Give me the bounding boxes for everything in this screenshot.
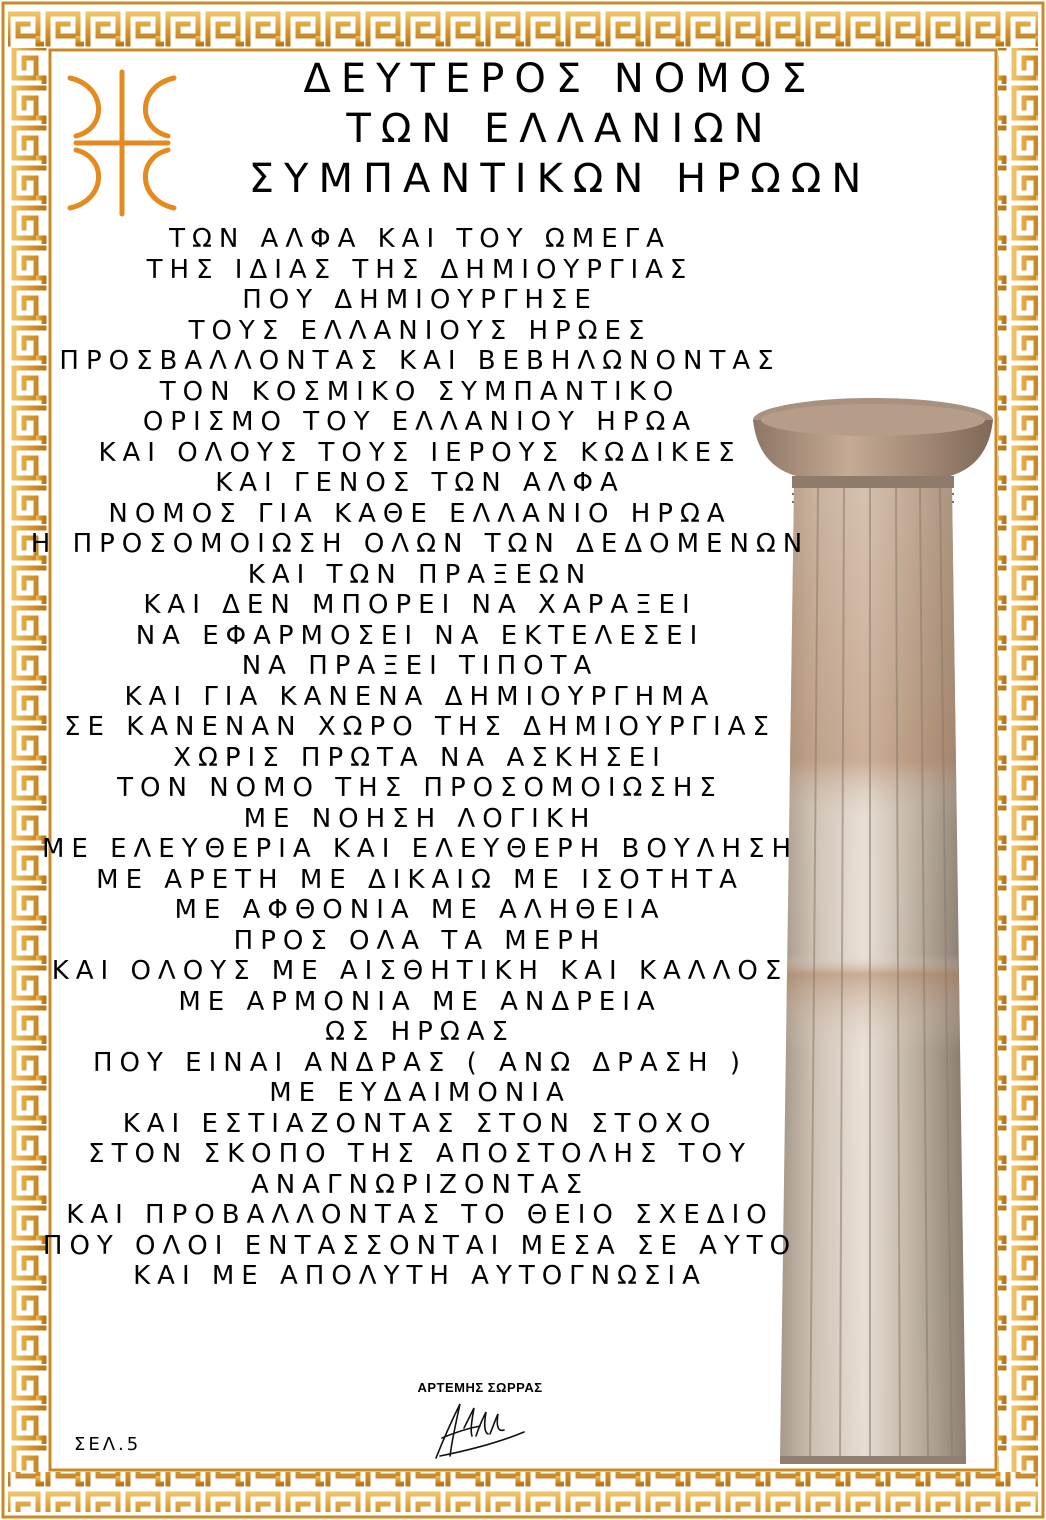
body-line: ΚΑΙ ΤΩΝ ΠΡΑΞΕΩΝ bbox=[247, 559, 593, 590]
body-line: ΩΣ ΗΡΩΑΣ bbox=[325, 1017, 515, 1047]
body-line: ΝΑ ΕΦΑΡΜΟΣΕΙ ΝΑ ΕΚΤΕΛΕΣΕΙ bbox=[135, 620, 705, 651]
body-line: ΚΑΙ ΕΣΤΙΑΖΟΝΤΑΣ ΣΤΟΝ ΣΤΟΧΟ bbox=[122, 1108, 718, 1139]
body-line: ΑΝΑΓΝΩΡΙΖΟΝΤΑΣ bbox=[251, 1169, 589, 1200]
body-line: ΚΑΙ ΟΛΟΥΣ ΜΕ ΑΙΣΘΗΤΙΚΗ ΚΑΙ ΚΑΛΛΟΣ bbox=[51, 956, 789, 986]
body-line: ΜΕ ΕΥΔΑΙΜΟΝΙΑ bbox=[269, 1078, 571, 1108]
title-line: ΤΩΝ ΕΛΛΑΝΙΩΝ bbox=[346, 106, 774, 152]
body-line: ΜΕ ΑΡΜΟΝΙΑ ΜΕ ΑΝΔΡΕΙΑ bbox=[178, 986, 662, 1017]
body-line: ΣΕ ΚΑΝΕΝΑΝ ΧΩΡΟ ΤΗΣ ΔΗΜΙΟΥΡΓΙΑΣ bbox=[64, 712, 776, 742]
body-line: ΠΡΟΣ ΟΛΑ ΤΑ ΜΕΡΗ bbox=[233, 925, 607, 956]
author-name: ΑΡΤΕΜΗΣ ΣΩΡΡΑΣ bbox=[417, 1380, 543, 1395]
body-line: ΤΟΝ ΝΟΜΟ ΤΗΣ ΠΡΟΣΟΜΟΙΩΣΗΣ bbox=[117, 773, 723, 803]
body-line: ΚΑΙ ΓΙΑ ΚΑΝΕΝΑ ΔΗΜΙΟΥΡΓΗΜΑ bbox=[124, 681, 716, 712]
body-line: ΜΕ ΑΡΕΤΗ ΜΕ ΔΙΚΑΙΩ ΜΕ ΙΣΟΤΗΤΑ bbox=[96, 864, 744, 895]
orange-star-emblem-icon bbox=[66, 68, 178, 218]
body-line: ΣΤΟΝ ΣΚΟΠΟ ΤΗΣ ΑΠΟΣΤΟΛΗΣ ΤΟΥ bbox=[88, 1139, 752, 1169]
body-line: ΠΡΟΣΒΑΛΛΟΝΤΑΣ ΚΑΙ ΒΕΒΗΛΩΝΟΝΤΑΣ bbox=[59, 346, 781, 376]
body-line: ΝΑ ΠΡΑΞΕΙ ΤΙΠΟΤΑ bbox=[241, 651, 599, 681]
body-line: ΚΑΙ ΜΕ ΑΠΟΛΥΤΗ ΑΥΤΟΓΝΩΣΙΑ bbox=[133, 1261, 707, 1291]
body-line: ΤΩΝ ΑΛΦΑ ΚΑΙ ΤΟΥ ΩΜΕΓΑ bbox=[169, 224, 671, 254]
body-line: ΜΕ ΑΦΘΟΝΙΑ ΜΕ ΑΛΗΘΕΙΑ bbox=[174, 895, 666, 925]
body-line: ΚΑΙ ΓΕΝΟΣ ΤΩΝ ΑΛΦΑ bbox=[215, 468, 625, 498]
page-number: ΣΕΛ.5 bbox=[74, 1434, 142, 1455]
body-line: ΜΕ ΕΛΕΥΘΕΡΙΑ ΚΑΙ ΕΛΕΥΘΕΡΗ ΒΟΥΛΗΣΗ bbox=[41, 834, 799, 864]
body-line: ΤΗΣ ΙΔΙΑΣ ΤΗΣ ΔΗΜΙΟΥΡΓΙΑΣ bbox=[146, 254, 694, 285]
body-line: ΚΑΙ ΠΡΟΒΑΛΛΟΝΤΑΣ ΤΟ ΘΕΙΟ ΣΧΕΔΙΟ bbox=[66, 1200, 774, 1230]
body-line: ΤΟΥΣ ΕΛΛΑΝΙΟΥΣ ΗΡΩΕΣ bbox=[188, 315, 652, 346]
body-line: Η ΠΡΟΣΟΜΟΙΩΣΗ ΟΛΩΝ ΤΩΝ ΔΕΔΟΜΕΝΩΝ bbox=[30, 529, 810, 559]
body-line: ΟΡΙΣΜΟ ΤΟΥ ΕΛΛΑΝΙΟΥ ΗΡΩΑ bbox=[142, 407, 698, 437]
body-line: ΤΟΝ ΚΟΣΜΙΚΟ ΣΥΜΠΑΝΤΙΚΟ bbox=[159, 376, 681, 407]
body-line: ΜΕ ΝΟΗΣΗ ΛΟΓΙΚΗ bbox=[243, 803, 597, 834]
document-title bbox=[230, 54, 890, 204]
body-line: ΠΟΥ ΟΛΟΙ ΕΝΤΑΣΣΟΝΤΑΙ ΜΕΣΑ ΣΕ ΑΥΤΟ bbox=[42, 1230, 798, 1261]
body-line: ΠΟΥ ΕΙΝΑΙ ΑΝΔΡΑΣ ( ΑΝΩ ΔΡΑΣΗ ) bbox=[92, 1047, 748, 1078]
body-line: ΧΩΡΙΣ ΠΡΩΤΑ ΝΑ ΑΣΚΗΣΕΙ bbox=[173, 742, 667, 773]
body-line: ΠΟΥ ΔΗΜΙΟΥΡΓΗΣΕ bbox=[242, 285, 598, 315]
handwritten-signature bbox=[430, 1398, 530, 1464]
body-line: ΝΟΜΟΣ ΓΙΑ ΚΑΘΕ ΕΛΛΑΝΙΟ ΗΡΩΑ bbox=[108, 498, 732, 529]
body-line: ΚΑΙ ΟΛΟΥΣ ΤΟΥΣ ΙΕΡΟΥΣ ΚΩΔΙΚΕΣ bbox=[98, 437, 742, 468]
body-text bbox=[30, 224, 810, 1292]
title-line: ΔΕΥΤΕΡΟΣ ΝΟΜΟΣ bbox=[303, 56, 817, 102]
body-line: ΚΑΙ ΔΕΝ ΜΠΟΡΕΙ ΝΑ ΧΑΡΑΞΕΙ bbox=[143, 590, 697, 620]
title-line: ΣΥΜΠΑΝΤΙΚΩΝ ΗΡΩΩΝ bbox=[248, 156, 872, 202]
